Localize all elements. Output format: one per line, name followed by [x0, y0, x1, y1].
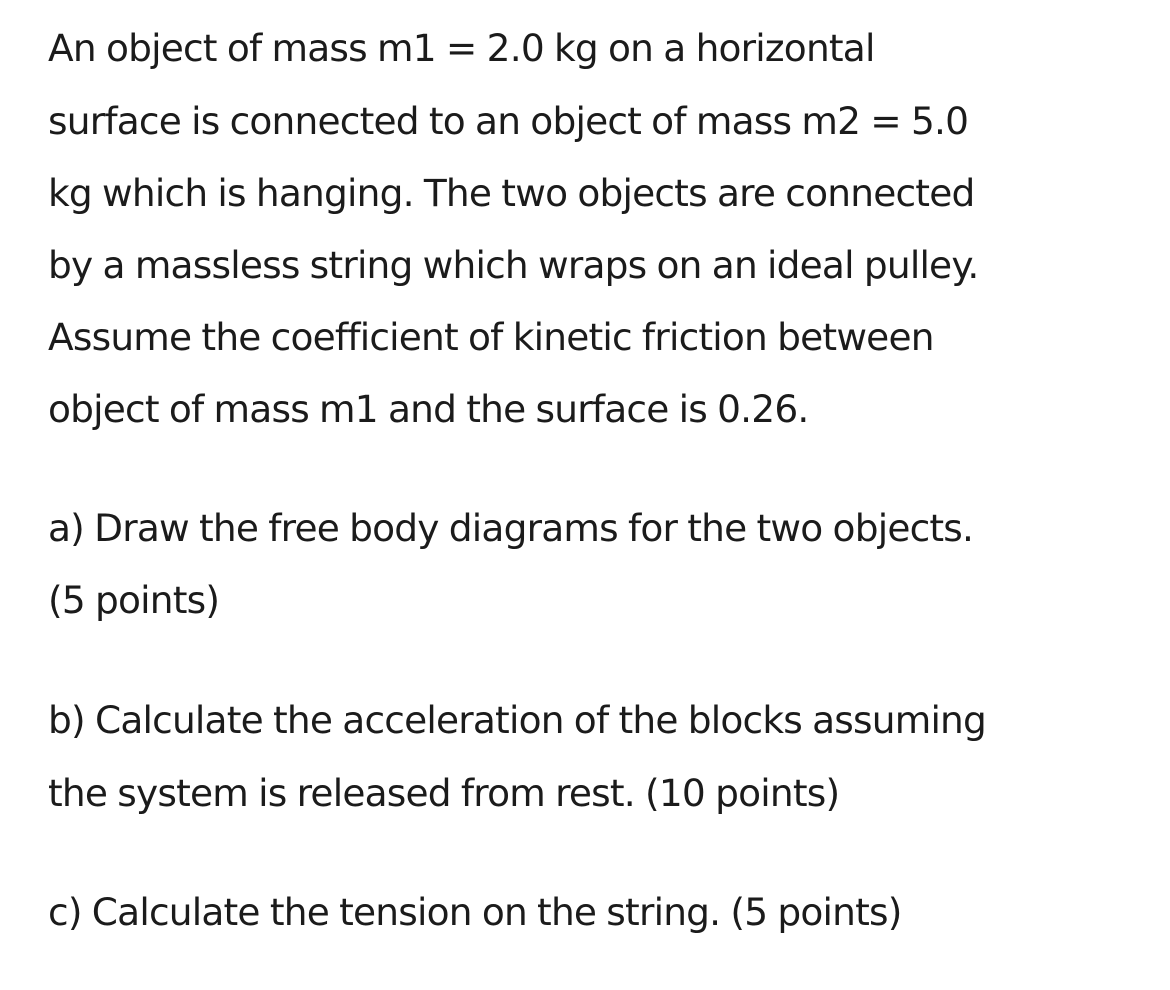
statement-line-1: An object of mass m1 = 2.0 kg on a horizontal — [48, 26, 875, 70]
part-a-line-1: a) Draw the free body diagrams for the two objects. — [48, 506, 974, 550]
part-b-line-1: b) Calculate the acceleration of the blocks assuming — [48, 698, 987, 742]
part-b-line-2: the system is released from rest. (10 points) — [48, 771, 840, 815]
part-c-line-1: c) Calculate the tension on the string. (5 points) — [48, 890, 902, 934]
statement-line-3: kg which is hanging. The two objects are connected — [48, 171, 975, 215]
statement-line-2: surface is connected to an object of mass m2 = 5.0 — [48, 99, 969, 143]
statement-line-5: Assume the coefficient of kinetic friction between — [48, 315, 934, 359]
statement-line-4: by a massless string which wraps on an ideal pulley. — [48, 243, 979, 287]
part-a-line-2: (5 points) — [48, 578, 220, 622]
statement-line-6: object of mass m1 and the surface is 0.26. — [48, 387, 809, 431]
